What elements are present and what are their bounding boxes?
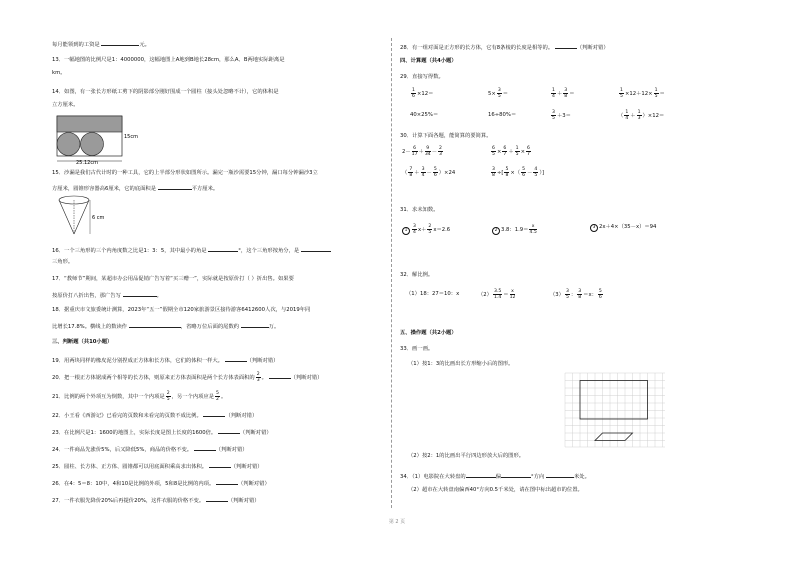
q31-eq-1: 1 $\frac{3}{4}$ x＋ $\frac{2}{5}$ x＝2.6 xyxy=(402,224,450,235)
calc-8: （ $\frac{1}{4}$ ＋ $\frac{1}{3}$ ）×12＝ xyxy=(618,110,665,121)
calc-6: 16÷80%＝ xyxy=(488,112,517,118)
calc-2: 5× $\frac{3}{5}$ ＝ xyxy=(488,88,509,99)
q14-line2: 立方厘米。 xyxy=(52,102,79,108)
q32-eq-3: （3） $\frac{3}{5}$ ： $\frac{3}{8}$ ＝x： $\frac{5}{6}$ xyxy=(550,289,602,300)
q30-expr-1: 2－ $\frac{6}{17}$ ＋ $\frac{9}{34}$ － $\frac{2}{3}$ xyxy=(402,146,442,157)
q16-line1: 16．一个三角形的三个内角度数之比是1：3：5，其中最小的角是 °，这个三角形按角分，是 xyxy=(52,245,331,255)
calc-4: $\frac{1}{5}$ ×12＋12× $\frac{1}{5}$ ＝ xyxy=(620,88,665,99)
section-3-heading: 三、判断题（共10小题） xyxy=(52,339,113,345)
calc-7: $\frac{3}{5}$ ＋3＝ xyxy=(552,110,571,121)
q13-line1: 13．一幅地图的比例尺是1：4000000，这幅地图上A地到B地长28cm，那么A、B两地实际距离是 xyxy=(52,57,285,63)
q19: 19．用两块同样的橡皮泥分别捏成正方体和长方体，它们的体积一样大。 （判断对错） xyxy=(52,355,278,365)
q31-eq-2: 2 3.8：1.9＝ $\frac{x}{4.5}$ xyxy=(492,224,538,235)
rectangle-shape xyxy=(580,381,648,420)
calc-1: $\frac{1}{6}$ ×12＝ xyxy=(412,88,434,99)
q15-line2: 方厘米，圆锥形容器高6厘米，它的底面积是 平方厘米。 xyxy=(52,183,218,193)
q12-tail: 每月能领到的工资是 元。 xyxy=(52,39,150,49)
calc-3: $\frac{1}{4}$ ＋ $\frac{3}{8}$ ＝ xyxy=(552,88,575,99)
q33-part-2: （2）按2：1的比画出平行四边形放大后的图形。 xyxy=(408,453,525,459)
q30-expr-3: （ $\frac{7}{8}$ ＋ $\frac{3}{4}$ － $\frac{5}{6}$ ）×24 xyxy=(402,167,456,178)
q25: 25．圆柱、长方体、正方体、圆锥都可以用底面积乘高求出体积。 （判断对错） xyxy=(52,461,263,471)
fig14-height-label: 15cm xyxy=(124,134,138,140)
q17-line2: 按原价打八折出售，那广告写 。 xyxy=(52,290,162,300)
q26: 26．在4：5＝8：10中，4和10是比例的外项，5和8是比例的内项。 （判断对错） xyxy=(52,478,270,488)
q23: 23．在比例尺是1：1600的地图上，实际长度是图上长度的1600倍。 （判断对错） xyxy=(52,427,272,437)
section-5-heading: 五、操作题（共2小题） xyxy=(400,330,457,336)
q20: 20．把一根正方体锯成两个相等的长方体，则原来正方体表面积是两个长方体表面积的 $\frac{2}{3}$ 。 （判断对错） xyxy=(52,372,323,383)
drawing-grid xyxy=(564,372,666,448)
cylinder-net-figure xyxy=(52,114,142,166)
q13-line2: km。 xyxy=(52,70,66,76)
q33-part-1: （1）按1：3的比画出长方形缩小后的图形。 xyxy=(408,361,514,367)
fig14-width-label: 25.12cm xyxy=(76,160,98,166)
q32-eq-2: （2） $\frac{3.5}{1.4}$ ＝ $\frac{x}{12}$ xyxy=(478,289,516,300)
q32-title: 32．解比例。 xyxy=(400,272,434,278)
q16-line2: 三角形。 xyxy=(52,259,74,265)
q17-line1: 17．“教师节”期间，某超市办公用品促销广告写着“买三赠一”，实际就是按原价打（ ）折出售。如果要 xyxy=(52,276,294,282)
q30-expr-4: $\frac{3}{8}$ ÷[ $\frac{5}{8}$ ×（ $\frac{5}{6}$ － $\frac{4}{5}$ ）] xyxy=(492,167,545,178)
q31-eq-3: 3 2x＋4×（35－x）＝94 xyxy=(590,224,656,232)
q30-expr-2: $\frac{6}{5}$ × $\frac{6}{7}$ ＋ $\frac{1}{5}$ × $\frac{6}{7}$ xyxy=(492,146,530,157)
q24: 24．一件商品先涨价5%，后又降低5%，商品的价格不变。 （判断对错） xyxy=(52,444,248,454)
q18-line2: 比增长17.8%。横线上的数读作 ，省略万位后面的尾数约 万。 xyxy=(52,321,279,331)
calc-5: 40×25%＝ xyxy=(410,112,439,118)
q31-title: 31．求未知数。 xyxy=(400,207,439,213)
q18-line1: 18．据重庆市文旅委统计测算，2023年“五一”假期全市120家旅游景区接待游客6412600人次，与2019年同 xyxy=(52,307,311,313)
q15-line1: 15．沙漏是我们古代计时的一种工具，它的上半部分形状如图所示。漏完一瓶沙需要15分钟，漏口每分钟漏沙3立 xyxy=(52,170,318,176)
q30-title: 30．计算下面各题，能简算的要简算。 xyxy=(400,133,492,139)
q33-title: 33．画一画。 xyxy=(400,346,434,352)
q28: 28．有一组对面是正方形的长方体，它有8条棱的长度是相等的。 （判断对错） xyxy=(400,42,609,52)
q32-eq-1: （1）18：27＝10：x xyxy=(406,291,460,297)
q34-part-1: 34．（1）电影院在大转盘的 偏 °方向 米处。 xyxy=(400,471,590,481)
column-divider xyxy=(391,38,392,508)
q21-fraction-1: $\frac{2}{5}$ xyxy=(166,391,170,402)
fig15-height-label: 6 cm xyxy=(92,215,105,221)
page-number: 第 2 页 xyxy=(388,519,406,525)
section-4-heading: 四、计算题（共4小题） xyxy=(400,58,457,64)
q21: 21．比例的两个外项互为倒数，其中一个内项是 $\frac{2}{5}$ ，另一个内项应是 $\frac{5}{2}$ 。 xyxy=(52,391,227,402)
q22: 22．小王看《西游记》已看完的页数和未看完的页数不成比例。 （判断对错） xyxy=(52,410,257,420)
q34-part-2: （2）超市在大转盘南偏西40°方向0.5千米处，请在图中标出超市的位置。 xyxy=(408,487,583,493)
q29-title: 29．直接写得数。 xyxy=(400,74,444,80)
parallelogram-shape xyxy=(595,433,633,441)
cone-figure xyxy=(52,194,122,238)
q27: 27．一件衣服先降价20%后再提价20%，这件衣服的价格不变。 （判断对错） xyxy=(52,495,260,505)
q14-line1: 14．如图，有一张长方形纸工剪下的阴影部分刚好围成一个圆柱（接头处忽略不计），它的体积是 xyxy=(52,89,279,95)
q20-fraction: $\frac{2}{3}$ xyxy=(256,372,260,383)
q21-fraction-2: $\frac{5}{2}$ xyxy=(216,391,219,402)
